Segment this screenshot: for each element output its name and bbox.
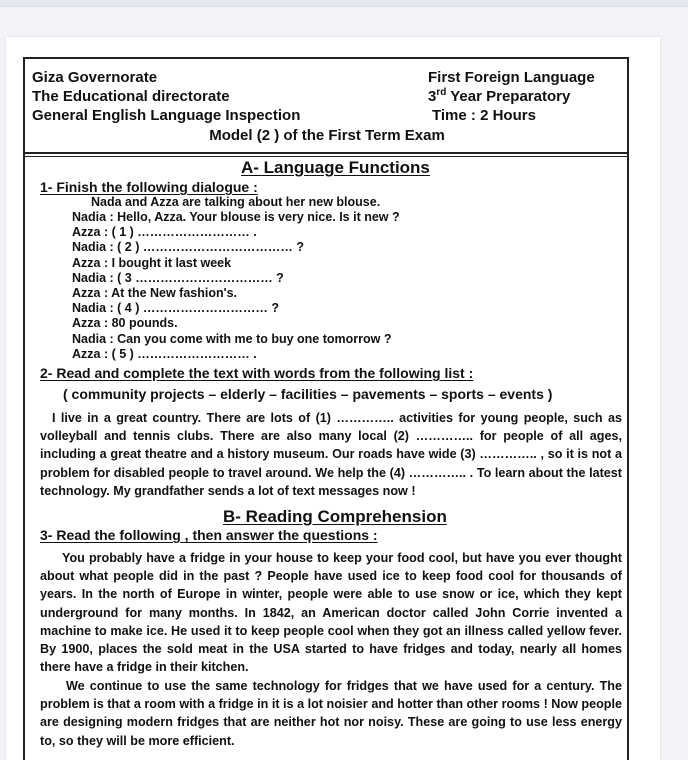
dialogue-line: Nadia : Hello, Azza. Your blouse is very nice. Is it new ? (72, 210, 400, 224)
inspection: General English Language Inspection (32, 107, 301, 124)
subject: First Foreign Language (428, 69, 595, 86)
dialogue-line: Nadia : ( 4 ) ………………………… ? (72, 301, 279, 315)
directorate: The Educational directorate (32, 88, 230, 105)
header-divider-thin (25, 156, 627, 157)
dialogue-line: Azza : ( 5 ) ……………………… . (72, 347, 257, 361)
dialogue-line: Nadia : Can you come with me to buy one tomorrow ? (72, 332, 392, 346)
section-b-title: B- Reading Comprehension (223, 507, 447, 526)
reading-paragraph-2: We continue to use the same technology for fridges that we have used for a century. The problem is that a room with a fridge in it is a lot noisier and hotter than other rooms ! Now people are designing modern fridges that are neither hot nor noisy. These are going to use less energy to, so they will be more efficient. (40, 679, 622, 748)
dialogue-line: Azza : At the New fashion's. (72, 286, 238, 300)
completion-text: I live in a great country. There are lots of (1) ………….. activities for young people, such as volleyball and tennis clubs. There are also many local (2) ………….. for people of all ages, including a great theatre and a history museum. Our roads have wide (3) ………….. , so it is not a problem for disabled people to travel around. We help the (4) ………….. . To learn about the latest technology. My grandfather sends a lot of text messages now ! (40, 411, 622, 498)
dialogue-line: Azza : I bought it last week (72, 256, 232, 270)
question-1-title: 1- Finish the following dialogue : (40, 179, 258, 195)
word-list: ( community projects – elderly – facilities – pavements – sports – events ) (63, 386, 553, 402)
governorate: Giza Governorate (32, 69, 158, 86)
dialogue-intro: Nada and Azza are talking about her new blouse. (91, 195, 381, 209)
dialogue-line: Azza : 80 pounds. (72, 316, 178, 330)
question-3-title: 3- Read the following , then answer the questions : (40, 527, 378, 543)
header-left (32, 68, 300, 125)
header-divider (25, 152, 627, 154)
model-title: Model (2 ) of the First Term Exam (209, 127, 445, 144)
header-right (428, 68, 595, 125)
section-a-title: A- Language Functions (241, 158, 430, 177)
dialogue-line: Nadia : ( 2 ) ……………………………… ? (72, 240, 304, 254)
exam-time: Time : 2 Hours (432, 107, 536, 124)
reading-paragraph-1: You probably have a fridge in your house to keep your food cool, but have you ever thought about what people did in the past ? People have used ice to keep food cool for thousands of years. In the north of Europe in winter, people were able to use snow or ice, which they kept underground for many months. In 1842, an American doctor called John Corrie invented a machine to make ice. He used it to keep people cool when they got an illness called yellow fever. By 1900, places the sold meat in the USA started to have fridges and today, nearly all homes there have a fridge in their kitchen. (40, 551, 622, 675)
dialogue-line: Nadia : ( 3 …………………………… ? (72, 271, 284, 285)
dialogue-line: Azza : ( 1 ) ……………………… . (72, 225, 257, 239)
question-2-title: 2- Read and complete the text with words from the following list : (40, 365, 474, 381)
viewer-top-bar (0, 0, 688, 7)
grade: 3rd Year Preparatory (428, 87, 571, 105)
